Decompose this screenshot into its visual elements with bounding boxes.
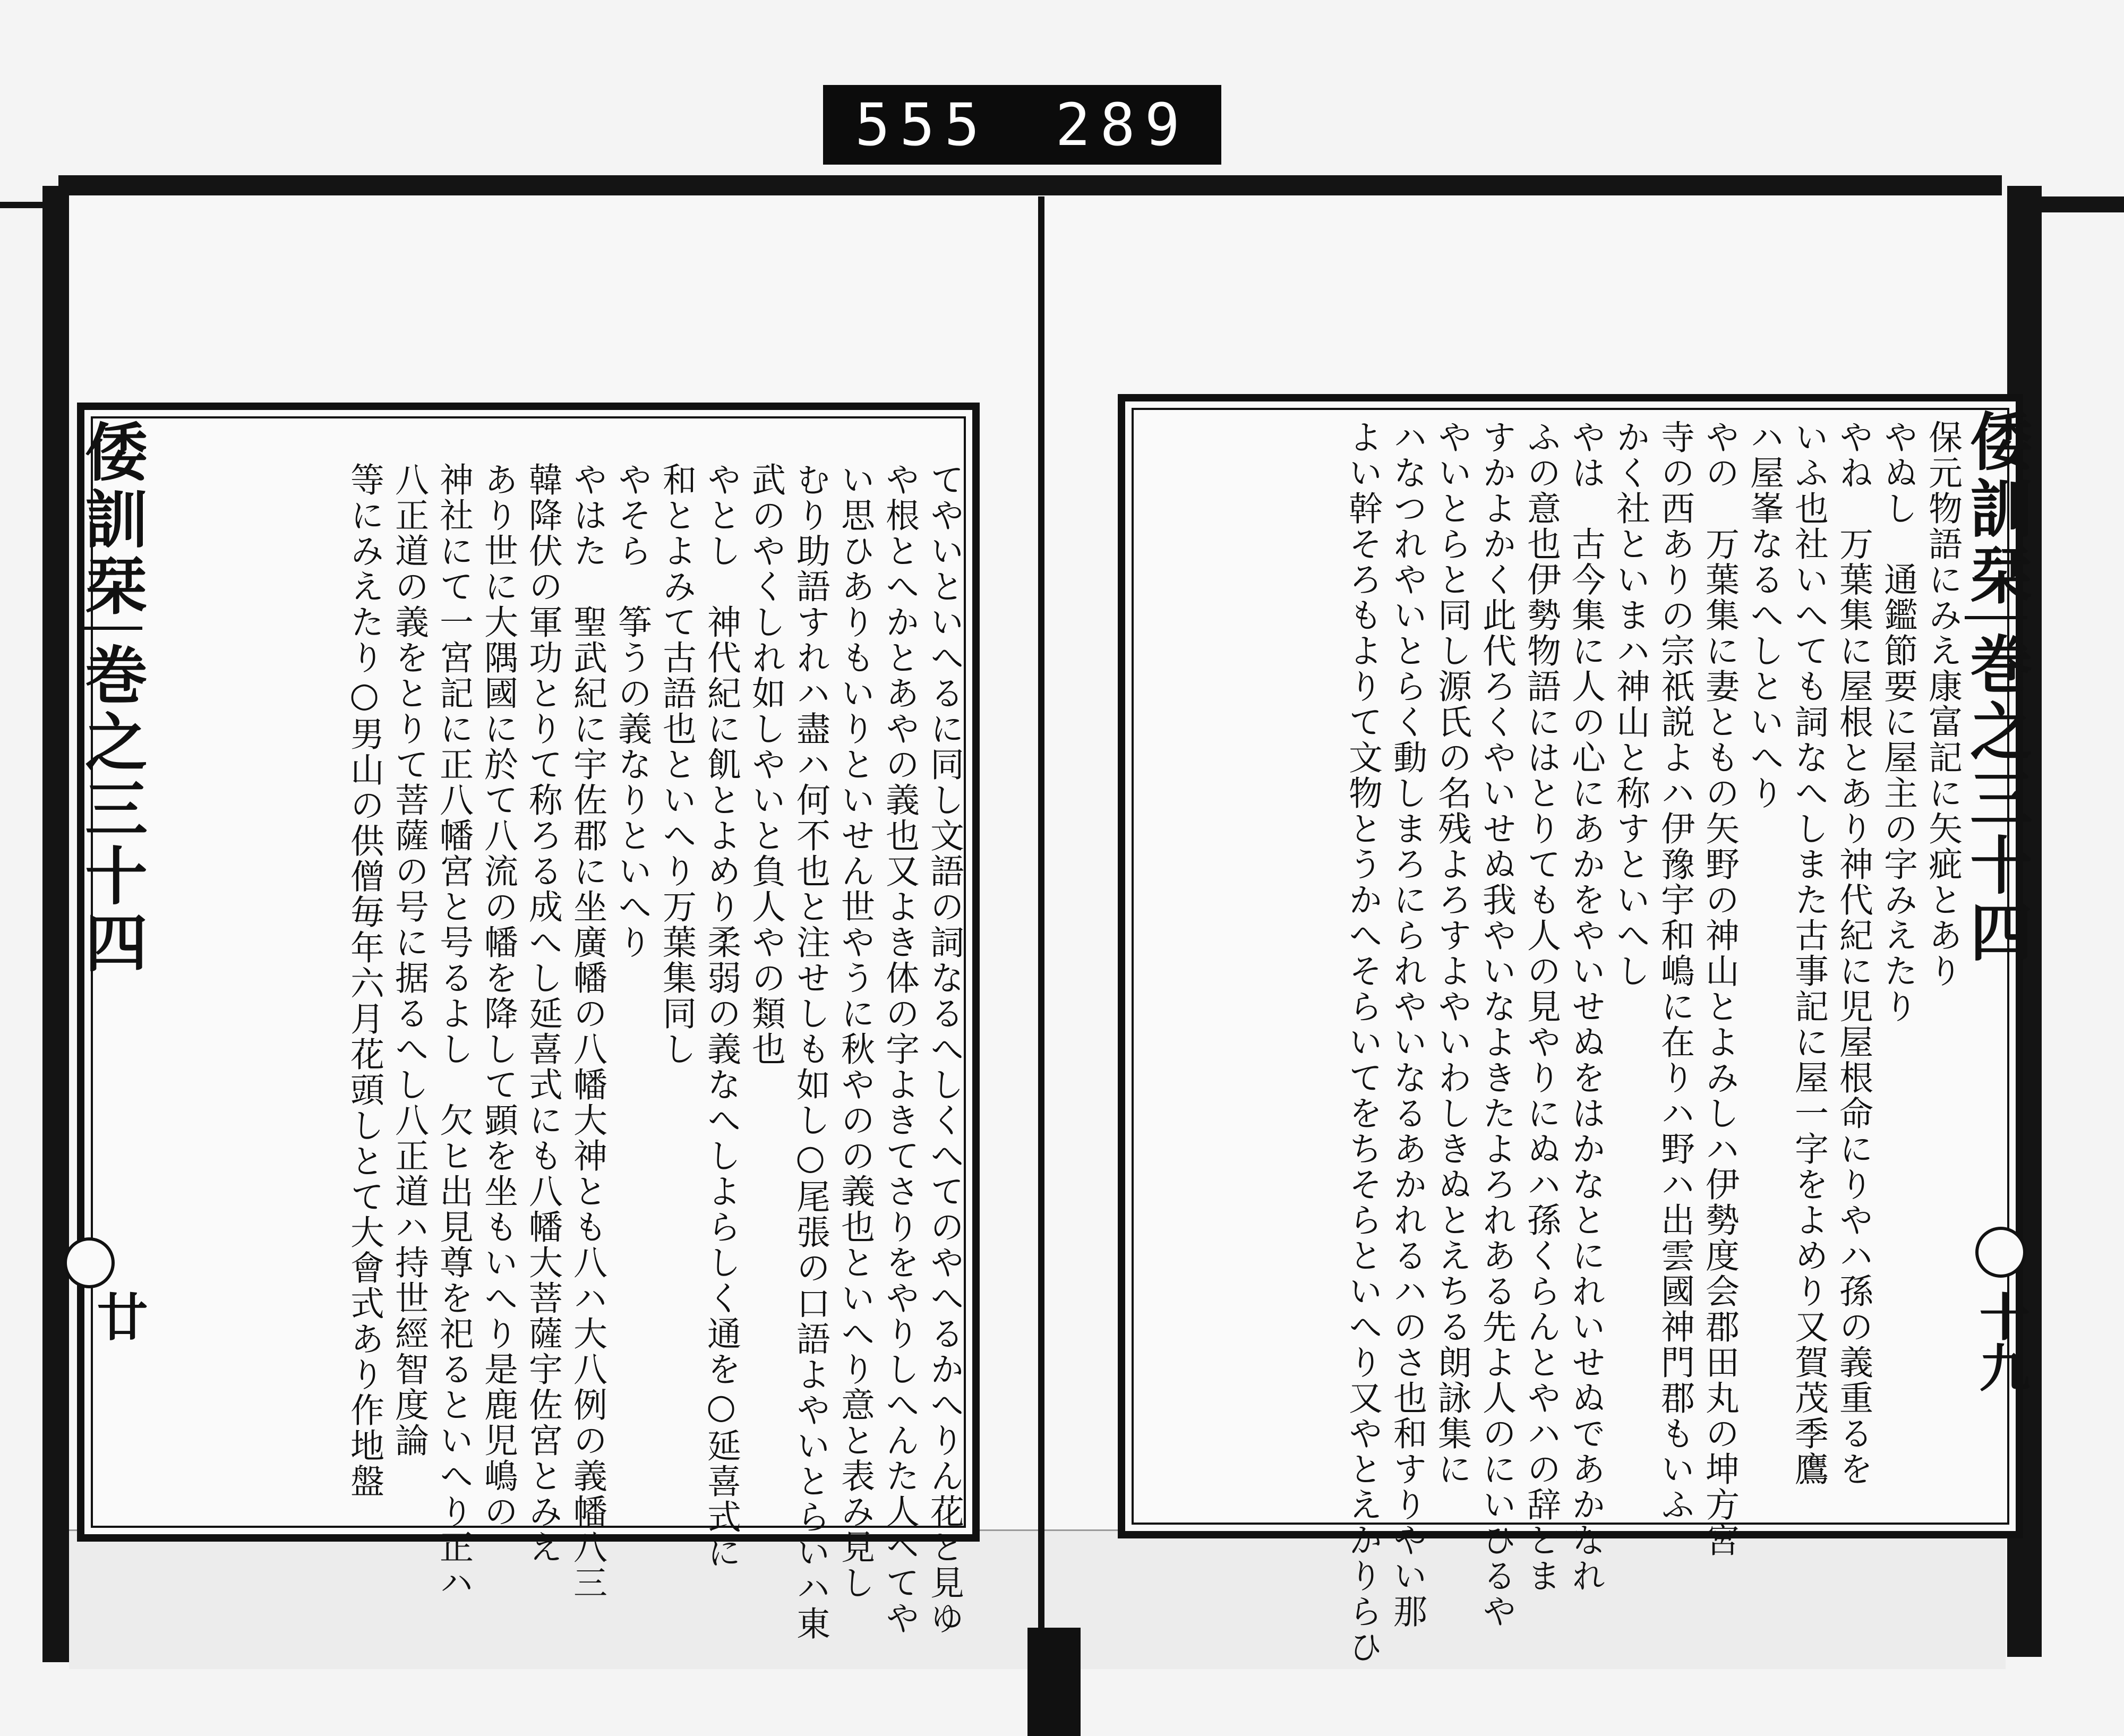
text-column: 武のやくしれ如しやいと負人やの類也	[746, 462, 785, 1067]
text-column: むり助語すれハ盡ハ何不也と注せしも如し○尾張の口語よやいとらいハ東	[791, 462, 830, 1641]
text-column: 保元物語にみえ康富記に矢疵とあり	[1923, 420, 1962, 989]
text-column: やいとらと同し源氏の名残よろすよやいわしきぬとえちる朗詠集に	[1432, 420, 1471, 1487]
text-column: 八正道の義をとりて菩薩の号に据るへし八正道ハ持世經智度論	[389, 462, 429, 1458]
right-side-volume	[1959, 632, 2033, 967]
film-frame-number-right: 289	[1055, 91, 1189, 159]
text-column: ハなつれやいとらく動しまろにられやいなるあかれるハのさ也和すりやい那	[1388, 420, 1427, 1629]
title-divider	[1965, 616, 2027, 619]
spine-block	[1027, 1628, 1081, 1736]
text-column: すかよかく此代ろくやいせぬ我やいなよきたよろれある先よ人のにいひるや	[1477, 420, 1516, 1629]
text-column: ふの意也伊勢物語にはとりても人の見やりにぬハ孫くらんとやハの辞とま	[1521, 420, 1561, 1594]
right-text-columns	[1158, 420, 1962, 1665]
right-page-number: 十九	[1971, 1290, 2031, 1392]
text-column: ハ屋峯なるへしといへり	[1744, 420, 1784, 811]
left-page-number: 廿	[89, 1290, 149, 1341]
text-column: やね 万葉集に屋根とあり神代紀に児屋根命にりやハ孫の義重るを	[1834, 420, 1873, 1487]
left-text-columns	[122, 462, 964, 1641]
text-column: やの 万葉集に妻ともの矢野の神山とよみしハ伊勢度会郡田丸の坤方宮	[1700, 420, 1739, 1558]
film-frame-label	[823, 85, 1221, 165]
book-cover-left	[42, 186, 69, 1662]
text-column: あり世に大隅國に於て八流の幡を降して顕を坐もいへり是鹿児嶋の	[478, 462, 518, 1529]
text-column: やはた 聖武紀に宇佐郡に坐廣幡の八幡大神とも八ハ大八例の義幡八三	[568, 462, 607, 1601]
book-cover-top	[58, 175, 2002, 195]
text-column: やとし 神代紀に飢とよめり柔弱の義なへしよらしく通を○延喜式に	[701, 462, 741, 1570]
fold-circle-mark	[1975, 1227, 2026, 1278]
text-column: 神社にて一宮記に正八幡宮と号るよし 欠ヒ出見尊を祀るといへり正ハ	[434, 462, 473, 1601]
text-column: いふ也社いへても詞なへしまた古事記に屋一字をよめり又賀茂季鷹	[1789, 420, 1828, 1487]
book-title: 倭訓栞	[74, 420, 148, 620]
text-column: い思ひありもいりといせん世やうに秋やのの義也といへり意と表み見し	[835, 462, 875, 1601]
volume-label: 巻之三十四	[1959, 632, 2033, 967]
volume-label: 巻之三十四	[74, 643, 148, 977]
text-column: 等にみえたり○男山の供僧毎年六月花頭しとて大會式あり作地盤	[345, 462, 384, 1499]
text-column: やぬし 通鑑節要に屋主の字みえたり	[1878, 420, 1917, 1024]
cover-edge	[2042, 196, 2124, 212]
text-column: よい幹そろもよりて文物とうかへそらいてをちそらといへり又やとえかりらひ	[1343, 420, 1382, 1665]
text-column: やは 古今集に人の心にあかをやいせぬをはかなとにれいせぬであかなれ	[1566, 420, 1605, 1594]
book-title: 倭訓栞	[1959, 409, 2033, 610]
text-column: や根とへかとあやの義也又よき体の字よきてさりをやりしへんた人ヘてや	[880, 462, 919, 1636]
right-side-title	[1959, 409, 2033, 610]
text-column: やそら 筝うの義なりといへり	[612, 462, 652, 960]
fold-circle-mark	[64, 1237, 115, 1288]
text-column: てやいといへるに同し文語の詞なるへしくへてのやへるかへりん花と見ゆ	[924, 462, 964, 1636]
text-column: 韓降伏の軍功とりて称ろる成へし延喜式にも八幡大菩薩宇佐宮とみえ	[523, 462, 562, 1565]
text-column: 寺の西ありの宗祇説よハ伊豫宇和嶋に在りハ野ハ出雲國神門郡もいふ	[1655, 420, 1694, 1523]
text-column: 和とよみて古語也といへり万葉集同し	[657, 462, 696, 1067]
book-spine	[1038, 196, 1044, 1630]
film-frame-number-left: 555	[855, 91, 989, 159]
text-column: かく社といまハ神山と称すといへし	[1611, 420, 1650, 989]
